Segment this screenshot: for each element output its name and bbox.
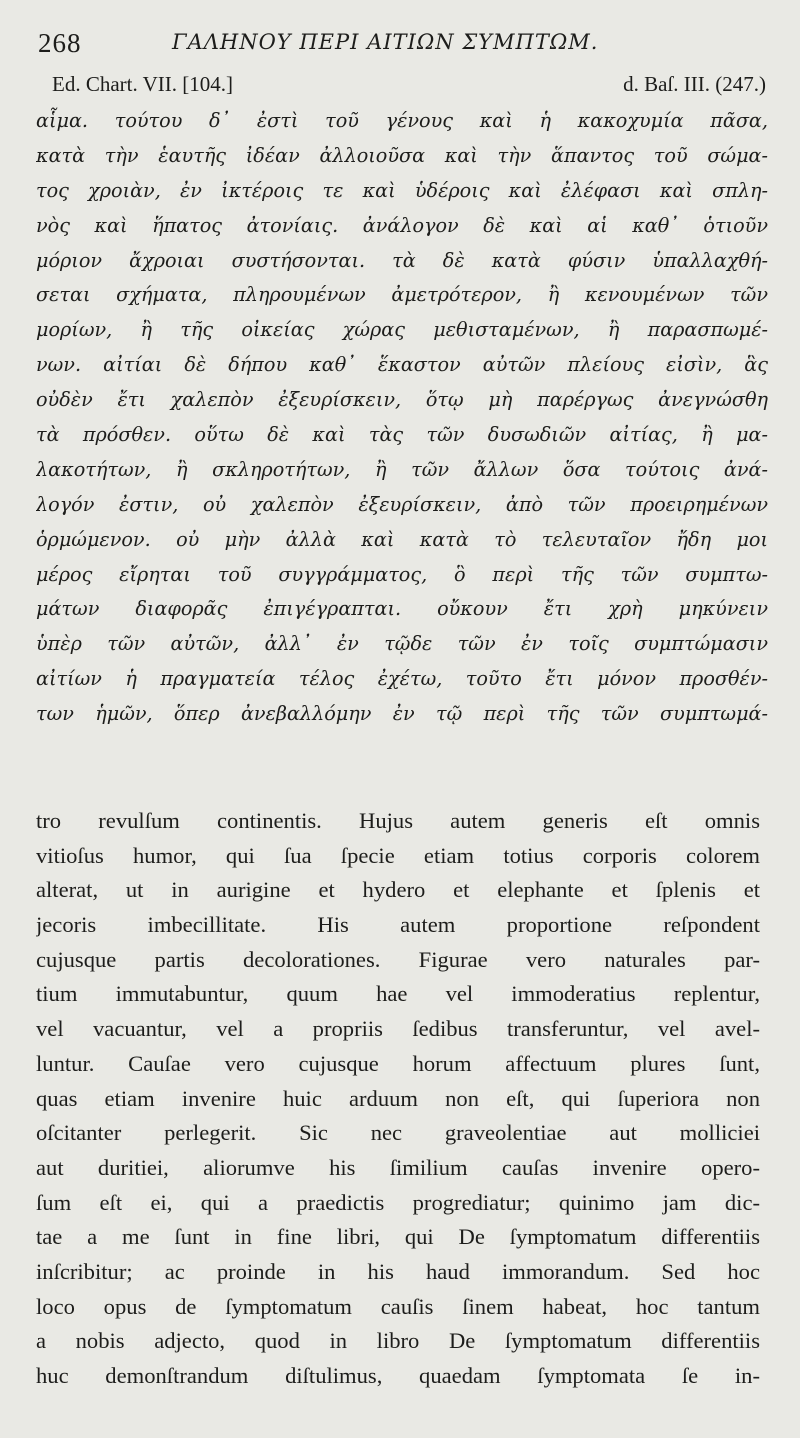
latin-line: tro revulſum continentis. Hujus autem generis eſt omnis [36,808,760,833]
edition-reference-line [52,72,766,102]
greek-line: νὸς καὶ ἥπατος ἀτονίαις. ἀνάλογον δὲ καὶ αἱ καθ᾽ ὁτιοῦν [36,213,768,237]
latin-line: ſum eſt ei, qui a praedictis progrediatur; quinimo jam dic- [36,1189,760,1215]
greek-line: των ἡμῶν, ὅπερ ἀνεβαλλόμην ἐν τῷ περὶ τῆς τῶν συμπτωμά- [36,702,768,726]
greek-line: ὁρμώμενον. οὐ μὴν ἀλλὰ καὶ κατὰ τὸ τελευταῖον ἤδη μοι [36,527,768,551]
latin-line: inſcribitur; ac proinde in his haud immorandum. Sed hoc [36,1258,760,1284]
greek-text-block [36,104,768,732]
greek-line: μάτων διαφορᾶς ἐπιγέγραπται. οὔκουν ἔτι χρὴ μηκύνειν [36,597,768,621]
latin-line: jecoris imbecillitate. His autem proportione reſpondent [36,912,760,938]
greek-line: μόριον ἄχροιαι συστήσονται. τὰ δὲ κατὰ φύσιν ὑπαλλαχθή- [36,248,768,272]
greek-line: μέρος εἴρηται τοῦ συγγράμματος, ὃ περὶ τῆς τῶν συμπτω- [36,562,768,586]
latin-line: quas etiam invenire huic arduum non eſt, qui ſuperiora non [36,1085,760,1111]
latin-line: cujusque partis decolorationes. Figurae vero naturales par- [36,946,760,972]
latin-line: oſcitanter perlegerit. Sic nec graveolentiae aut molliciei [36,1120,760,1146]
running-title: ΓΑΛΗΝΟΥ ΠΕΡΙ ΑΙΤΙΩΝ ΣΥΜΠΤΩΜ. [172,30,599,54]
edition-chart-reference: Ed. Chart. VII. [104.] [52,72,233,96]
latin-line: tium immutabuntur, quum hae vel immoderatius replentur, [36,981,760,1007]
latin-line: a nobis adjecto, quod in libro De ſymptomatum differentiis [36,1328,760,1354]
latin-line: loco opus de ſymptomatum cauſis ſinem habeat, hoc tantum [36,1293,760,1319]
greek-line: νων. αἰτίαι δὲ δήπου καθ᾽ ἕκαστον αὐτῶν πλείους εἰσὶν, ἃς [36,353,768,377]
greek-line: κατὰ τὴν ἑαυτῆς ἰδέαν ἀλλοιοῦσα καὶ τὴν ἅπαντος τοῦ σώμα- [36,143,768,167]
greek-line: λακοτήτων, ἢ σκληροτήτων, ἢ τῶν ἄλλων ὅσα τούτοις ἀνά- [36,457,768,481]
greek-line: λογόν ἐστιν, οὐ χαλεπὸν ἐξευρίσκειν, ἀπὸ τῶν προειρημένων [36,492,768,516]
latin-line: alterat, ut in aurigine et hydero et elephante et ſplenis et [36,877,760,903]
latin-line: luntur. Cauſae vero cujusque horum affectuum plures ſunt, [36,1050,760,1076]
greek-line: σεται σχήματα, πληρουμένων ἀμετρότερον, ἢ κενουμένων τῶν [36,283,768,307]
greek-line: μορίων, ἢ τῆς οἰκείας χώρας μεθισταμένων, ἢ παρασπωμέ- [36,318,768,342]
latin-line: vitioſus humor, qui ſua ſpecie etiam totius corporis colorem [36,842,760,868]
page-header [38,28,768,62]
latin-line: aut duritiei, aliorumve his ſimilium cauſas invenire opero- [36,1154,760,1180]
latin-line: vel vacuantur, vel a propriis ſedibus transferuntur, vel avel- [36,1016,760,1042]
greek-line: τος χροιὰν, ἐν ἰκτέροις τε καὶ ὑδέροις καὶ ἐλέφασι καὶ σπλη- [36,178,768,202]
greek-line: οὐδὲν ἔτι χαλεπὸν ἐξευρίσκειν, ὅτῳ μὴ παρέργως ἀνεγνώσθη [36,388,768,412]
greek-line: τὰ πρόσθεν. οὕτω δὲ καὶ τὰς τῶν δυσωδιῶν αἰτίας, ἢ μα- [36,423,768,447]
latin-line: tae a me ſunt in fine libri, qui De ſymptomatum differentiis [36,1224,760,1250]
edition-basel-reference: d. Baſ. III. (247.) [623,72,766,96]
page-number: 268 [38,28,82,58]
greek-line: ὑπὲρ τῶν αὐτῶν, ἀλλ᾽ ἐν τῷδε τῶν ἐν τοῖς συμπτώμασιν [36,632,768,656]
latin-text-block [36,804,760,1394]
greek-line: αἷμα. τούτου δ᾽ ἐστὶ τοῦ γένους καὶ ἡ κακοχυμία πᾶσα, [36,109,768,132]
greek-line: αἰτίων ἡ πραγματεία τέλος ἐχέτω, τοῦτο ἔτι μόνον προσθέν- [36,667,768,691]
latin-line: huc demonſtrandum diſtulimus, quaedam ſymptomata ſe in- [36,1363,760,1388]
